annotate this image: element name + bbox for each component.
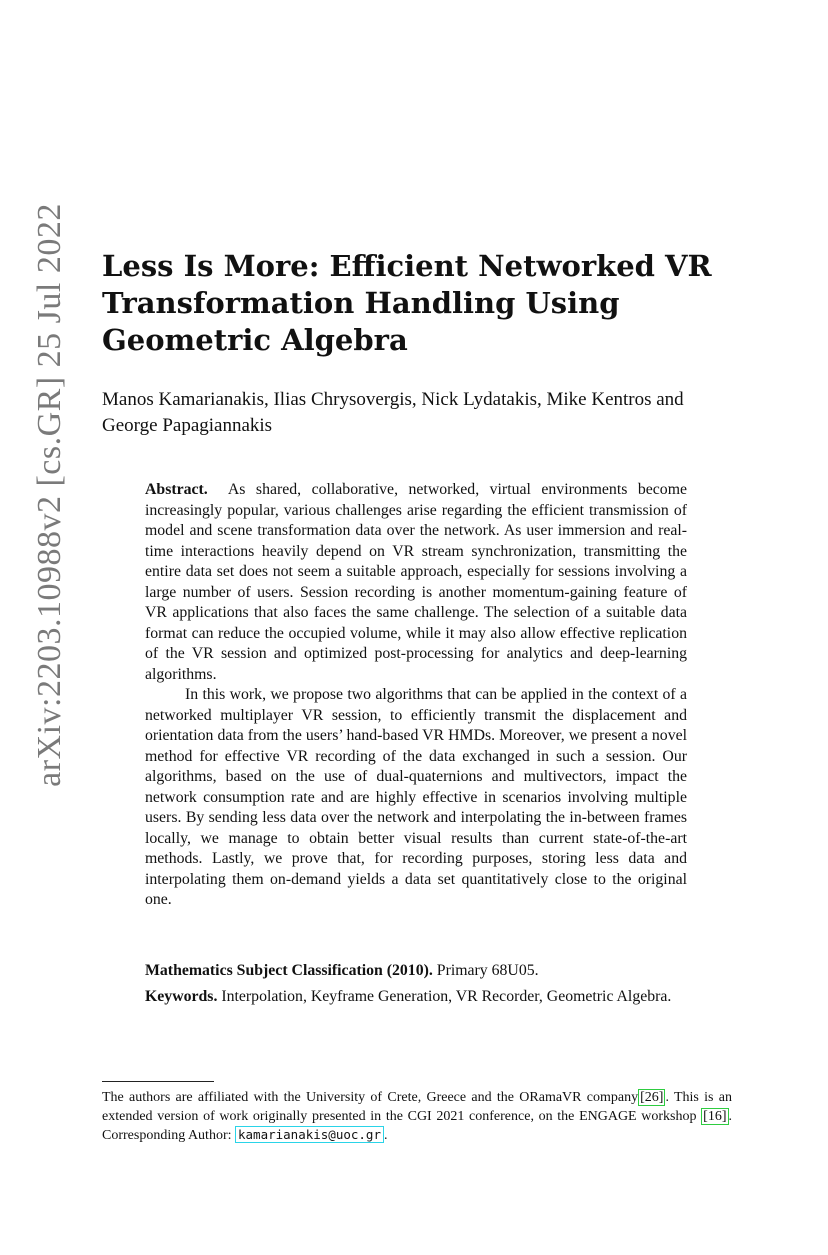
footnote-divider <box>102 1081 214 1082</box>
msc-classification <box>145 961 687 982</box>
msc-label: Mathematics Subject Classification (2010). <box>145 962 433 979</box>
citation-link-26[interactable]: [26] <box>640 1090 664 1105</box>
email-link[interactable]: kamarianakis@uoc.gr <box>235 1126 384 1143</box>
arxiv-stamp <box>30 175 70 815</box>
keywords-value: Interpolation, Keyframe Generation, VR Recorder, Geometric Algebra. <box>221 988 672 1005</box>
footnote-text-2: . This is an extended version of work originally presented in the CGI 2021 conference, on the ENGAGE workshop <box>102 1090 732 1124</box>
citation-link-16[interactable]: [16] <box>703 1108 727 1124</box>
keywords-label: Keywords. <box>145 988 218 1005</box>
footnote-text-1: The authors are affiliated with the University of Crete, Greece and the ORamaVR company <box>102 1090 639 1105</box>
footnote-text-4: . <box>384 1128 388 1143</box>
footnote-text-3: . Corresponding Author: <box>102 1108 732 1143</box>
abstract-paragraph-1: As shared, collaborative, networked, virtual environments become increasingly popular, various challenges arise regarding the efficient transmission of model and scene transformation data over the network. As user immersion and real-time interactions heavily depend on VR stream synchronization, transmitting the entire data set does not seem a suitable approach, especially for sessions involving a large number of users. Session recording is another momentum-gaining feature of VR applications that also faces the same challenge. The selection of a suitable data format can reduce the occupied volume, while it may also allow effective replication of the VR session and optimized post-processing for analytics and deep-learning algorithms. <box>145 481 687 683</box>
keywords <box>145 987 687 1008</box>
paper-title: Less Is More: Efficient Networked VR Transformation Handling Using Geometric Algebra <box>102 249 712 357</box>
arxiv-stamp-text: arXiv:2203.10988v2 [cs.GR] 25 Jul 2022 <box>31 203 68 787</box>
author-list: Manos Kamarianakis, Ilias Chrysovergis, Nick Lydatakis, Mike Kentros and George Papagiannakis <box>102 389 684 436</box>
footnote <box>102 1089 732 1146</box>
msc-value: Primary 68U05. <box>436 962 539 979</box>
abstract-paragraph-2: In this work, we propose two algorithms that can be applied in the context of a networked multiplayer VR session, to efficiently transmit the displacement and orientation data from the users’ hand-based VR HMDs. Moreover, we present a novel method for effective VR recording of the data exchanged in such a session. Our algorithms, based on the use of dual-quaternions and multivectors, impact the network consumption rate and are highly effective in scenarios involving multiple users. By sending less data over the network and interpolating the in-between frames locally, we manage to obtain better visual results than current state-of-the-art methods. Lastly, we prove that, for recording purposes, storing less data and interpolating them on-demand yields a data set quantitatively close to the original one. <box>145 686 687 908</box>
abstract-label: Abstract. <box>145 481 208 498</box>
abstract <box>145 480 687 911</box>
